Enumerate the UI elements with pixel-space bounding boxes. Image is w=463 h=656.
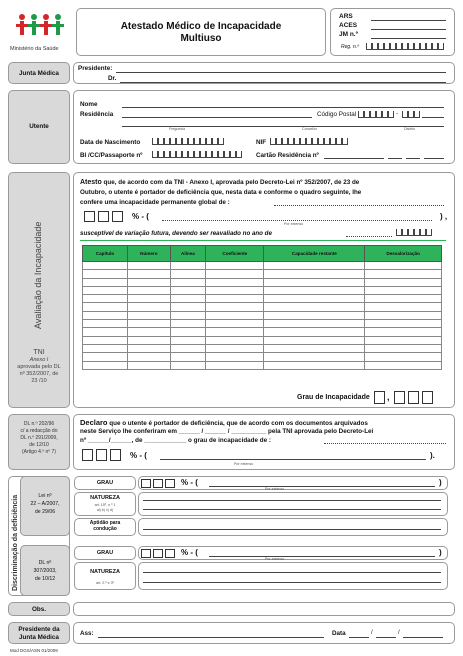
table-cell[interactable] — [127, 278, 170, 286]
table-cell[interactable] — [170, 328, 205, 336]
dl-natureza-sub: art. 2.º e 3º — [96, 581, 114, 585]
table-cell[interactable] — [264, 336, 365, 344]
discriminacao-section-label: Discriminação da deficiência — [12, 494, 19, 591]
table-cell[interactable] — [365, 270, 442, 278]
lei-natureza-line2[interactable] — [143, 509, 441, 510]
dl-grau-digit-2[interactable] — [153, 549, 163, 558]
table-row — [83, 262, 442, 270]
tni-sub4: 23 /10 — [31, 378, 47, 384]
utente-section-label-box — [8, 90, 70, 164]
table-cell[interactable] — [264, 286, 365, 294]
variacao-text: susceptível de variação futura, devendo ser reavaliado no ano de — [80, 230, 272, 237]
declaro-box — [73, 414, 455, 470]
table-cell[interactable] — [206, 344, 264, 352]
atesto-dotted-line — [274, 205, 444, 206]
codigo-postal-cells[interactable] — [358, 111, 394, 118]
lei-note3: de 29/06 — [34, 509, 56, 515]
lei-natureza-label: NATUREZA — [90, 495, 120, 501]
atesto-line3: confere uma incapacidade permanente global de : — [80, 199, 230, 206]
lei-grau-por-extenso: Por extenso — [265, 487, 285, 491]
table-cell[interactable] — [83, 353, 128, 361]
freguesia-hint: Freguesia — [169, 127, 185, 131]
dl-natureza-label: NATUREZA — [90, 569, 120, 575]
declaro-dl-note1: DL n.º 202/96 — [23, 421, 55, 427]
postal-dash: - — [396, 111, 398, 117]
title-box — [76, 8, 326, 56]
table-cell[interactable] — [264, 353, 365, 361]
grau-digit-3[interactable] — [408, 391, 419, 404]
table-row — [83, 286, 442, 294]
table-cell[interactable] — [365, 262, 442, 270]
table-cell[interactable] — [170, 278, 205, 286]
percent-digit-3[interactable] — [112, 211, 123, 222]
table-cell[interactable] — [127, 295, 170, 303]
data-day-field[interactable] — [349, 637, 369, 638]
table-cell[interactable] — [206, 303, 264, 311]
variacao-dotted — [346, 236, 392, 237]
lei-grau-close: ) — [439, 478, 442, 487]
ministry-logo-icon — [14, 12, 66, 42]
table-cell[interactable] — [206, 361, 264, 369]
lei-grau-digit-3[interactable] — [165, 479, 175, 488]
table-row — [83, 303, 442, 311]
jm-label: JM n.º — [339, 31, 358, 38]
junta-section-label: Junta Médica — [19, 70, 59, 77]
table-cell[interactable] — [170, 262, 205, 270]
table-cell[interactable] — [170, 361, 205, 369]
presidente-label-box — [8, 622, 70, 644]
postal-locality-field[interactable] — [422, 117, 444, 118]
table-row — [83, 336, 442, 344]
presidente-label-line1: Presidente da — [18, 626, 60, 633]
table-cell[interactable] — [170, 320, 205, 328]
table-cell[interactable] — [127, 286, 170, 294]
table-cell[interactable] — [127, 270, 170, 278]
table-cell[interactable] — [170, 311, 205, 319]
table-cell[interactable] — [127, 320, 170, 328]
dl-note3: de 10/12 — [34, 576, 56, 582]
percent-digit-1[interactable] — [84, 211, 95, 222]
residencia-field[interactable] — [122, 117, 312, 118]
distrito-hint: Distrito — [404, 127, 416, 131]
table-cell[interactable] — [264, 303, 365, 311]
table-cell[interactable] — [83, 262, 128, 270]
percent-sign: % - ( — [132, 212, 149, 221]
grau-comma: , — [387, 392, 390, 402]
cartao-date-year[interactable] — [424, 158, 444, 159]
lei-natureza-label-box — [74, 492, 136, 516]
table-cell[interactable] — [127, 344, 170, 352]
table-cell[interactable] — [365, 328, 442, 336]
table-cell[interactable] — [206, 320, 264, 328]
form-title: Atestado Médico de Incapacidade — [120, 21, 282, 32]
declaro-bold: Declaro — [80, 418, 108, 427]
assinatura-box — [73, 622, 455, 644]
reg-label: Reg. n.º — [341, 44, 359, 50]
table-cell[interactable] — [365, 278, 442, 286]
table-cell[interactable] — [365, 303, 442, 311]
lei-note1: Lei nº — [38, 493, 52, 499]
declaro-digit-3[interactable] — [110, 449, 121, 461]
percent-extenso-field[interactable] — [162, 220, 432, 221]
table-cell[interactable] — [127, 336, 170, 344]
declaro-dl-note4: de 12/10 — [29, 442, 49, 448]
dl-grau-box — [138, 546, 448, 560]
table-cell[interactable] — [83, 295, 128, 303]
avaliacao-section-label: Avaliação da Incapacidade — [33, 221, 43, 329]
aptidao-line[interactable] — [143, 529, 441, 530]
table-cell[interactable] — [206, 278, 264, 286]
table-cell[interactable] — [206, 311, 264, 319]
table-cell[interactable] — [83, 278, 128, 286]
grau-digit-1[interactable] — [374, 391, 385, 404]
col-coeficiente: Coeficiente — [206, 246, 264, 262]
table-cell[interactable] — [127, 361, 170, 369]
atesto-line1 — [80, 179, 359, 186]
obs-label: Obs. — [32, 606, 46, 613]
nif-label: NIF — [256, 139, 267, 146]
table-cell[interactable] — [83, 336, 128, 344]
table-cell[interactable] — [170, 295, 205, 303]
table-cell[interactable] — [365, 353, 442, 361]
lei-note2: 22 – A/2007, — [30, 501, 60, 507]
presidente-label-line2: Junta Médica — [19, 634, 59, 641]
nascimento-label: Data de Nascimento — [80, 139, 141, 146]
table-cell[interactable] — [127, 328, 170, 336]
aces-label: ACES — [339, 22, 358, 29]
table-cell[interactable] — [264, 311, 365, 319]
col-desvalorizacao: Desvalorização — [365, 246, 442, 262]
table-cell[interactable] — [170, 344, 205, 352]
table-cell[interactable] — [365, 344, 442, 352]
data-month-field[interactable] — [376, 637, 396, 638]
table-cell[interactable] — [206, 270, 264, 278]
aces-field[interactable] — [371, 29, 446, 30]
table-cell[interactable] — [365, 311, 442, 319]
reg-cells[interactable] — [366, 43, 444, 50]
table-row — [83, 353, 442, 361]
declaro-line1 — [80, 418, 368, 427]
table-cell[interactable] — [365, 320, 442, 328]
table-cell[interactable] — [83, 320, 128, 328]
dl-note2: 307/2003, — [33, 568, 57, 574]
dl-grau-close: ) — [439, 548, 442, 557]
por-extenso-hint: Por extenso — [284, 222, 304, 226]
table-cell[interactable] — [264, 262, 365, 270]
tni-sub1: Anexo I — [29, 357, 49, 363]
table-cell[interactable] — [83, 344, 128, 352]
table-cell[interactable] — [127, 311, 170, 319]
table-cell[interactable] — [365, 336, 442, 344]
lei-natureza-line1[interactable] — [143, 500, 441, 501]
grau-incapacidade-label: Grau de Incapacidade — [297, 394, 370, 401]
codigo-postal-label: Código Postal — [317, 111, 357, 118]
table-cell[interactable] — [127, 303, 170, 311]
col-alinea: Alínea — [170, 246, 205, 262]
table-cell[interactable] — [365, 286, 442, 294]
declaro-percent: % - ( — [130, 451, 147, 460]
lei-grau-label: GRAU — [96, 480, 114, 486]
table-cell[interactable] — [83, 328, 128, 336]
dl-grau-label: GRAU — [96, 550, 114, 556]
dl-natureza-line1[interactable] — [143, 572, 441, 573]
form-subtitle: Multiuso — [180, 33, 222, 44]
declaro-line2: neste Serviço lhe conferiram em ______ / ______ / __________ pela TNI aprovada pelo Decreto-Lei — [80, 428, 374, 435]
dl-natureza-line2[interactable] — [143, 582, 441, 583]
table-row — [83, 270, 442, 278]
lei-grau-label-box — [74, 476, 136, 490]
dl-grau-extenso[interactable] — [209, 556, 435, 557]
jm-field[interactable] — [371, 38, 446, 39]
ars-label: ARS — [339, 13, 353, 20]
lei-note-box — [20, 476, 70, 536]
declaro-text1: que o utente é portador de deficiência, que de acordo com os documentos arquivados — [109, 420, 368, 427]
col-numero: Número — [127, 246, 170, 262]
aptidao-box — [138, 518, 448, 536]
table-cell[interactable] — [264, 328, 365, 336]
table-cell[interactable] — [206, 353, 264, 361]
residencia-label: Residência — [80, 111, 114, 118]
dl-grau-label-box — [74, 546, 136, 560]
nome-field[interactable] — [122, 107, 444, 108]
bi-label: BI /CC/Passaporte nº — [80, 152, 143, 159]
table-cell[interactable] — [83, 361, 128, 369]
table-cell[interactable] — [127, 262, 170, 270]
table-cell[interactable] — [83, 286, 128, 294]
lei-grau-digit-1[interactable] — [141, 479, 151, 488]
table-cell[interactable] — [264, 344, 365, 352]
table-row — [83, 278, 442, 286]
table-row — [83, 320, 442, 328]
data-year-field[interactable] — [403, 637, 443, 638]
table-row — [83, 311, 442, 319]
table-cell[interactable] — [264, 270, 365, 278]
dl-grau-percent: % - ( — [181, 548, 198, 557]
ass-label: Ass: — [80, 630, 94, 637]
aptidao-label-box — [74, 518, 136, 536]
dl-natureza-label-box — [74, 562, 136, 590]
table-cell[interactable] — [170, 303, 205, 311]
footer-mod: Mod DGS/ASN 01/2009 — [10, 648, 58, 653]
codigo-postal-ext-cells[interactable] — [402, 111, 420, 118]
declaro-line3: nº ______/______, de ____________ o grau de incapacidade de : — [80, 437, 271, 444]
reavaliacao-year-cells[interactable] — [396, 229, 432, 236]
percent-digit-2[interactable] — [98, 211, 109, 222]
declaro-por-extenso: Por extenso — [234, 462, 254, 466]
dl-grau-por-extenso: Por extenso — [265, 557, 285, 561]
atesto-bold: Atesto — [80, 179, 102, 186]
section-divider — [80, 240, 446, 241]
table-cell[interactable] — [365, 361, 442, 369]
table-cell[interactable] — [83, 311, 128, 319]
declaro-digit-1[interactable] — [82, 449, 93, 461]
dl-natureza-box — [138, 562, 448, 590]
cartao-label: Cartão Residência nº — [256, 152, 319, 159]
dl-note1: DL nº — [38, 560, 52, 566]
table-cell[interactable] — [83, 303, 128, 311]
header-logo-box — [8, 8, 74, 56]
ars-field[interactable] — [371, 20, 446, 21]
table-row — [83, 328, 442, 336]
table-cell[interactable] — [264, 278, 365, 286]
declaro-dl-note3: DL n.º 291/2009, — [20, 435, 58, 441]
nome-label: Nome — [80, 101, 98, 108]
table-cell[interactable] — [206, 328, 264, 336]
table-row — [83, 361, 442, 369]
declaro-dl-note2: c/ a redacção do — [20, 428, 58, 434]
table-cell[interactable] — [206, 286, 264, 294]
grau-digit-2[interactable] — [394, 391, 405, 404]
presidente-label: Presidente: — [78, 65, 113, 72]
cartao-date-month[interactable] — [406, 158, 420, 159]
col-capitulo: Capítulo — [83, 246, 128, 262]
lei-natureza-sub1: art. 15º, n.º 1 — [94, 503, 116, 507]
atesto-line2: Outubro, o utente é portador de deficiência que, nesta data e conforme o quadro seguinte, lhe — [80, 189, 362, 196]
declaro-dl-note5: (Artigo 4.º nº 7) — [22, 449, 56, 455]
table-cell[interactable] — [170, 353, 205, 361]
cartao-date-day[interactable] — [388, 158, 402, 159]
junta-section-label-box — [8, 62, 70, 84]
atesto-text1: que, de acordo com da TNI - Anexo I, aprovada pelo Decreto-Lei nº 352/2007, de 23 de — [103, 179, 360, 186]
tni-title: TNI — [33, 349, 45, 356]
incapacidade-table — [82, 245, 442, 370]
obs-field[interactable] — [73, 602, 455, 616]
lei-natureza-sub2: al) b) c) d) — [96, 508, 114, 512]
table-cell[interactable] — [264, 320, 365, 328]
table-cell[interactable] — [365, 295, 442, 303]
percent-close: ) , — [440, 212, 448, 221]
aptidao-label: Aptidão para condução — [89, 520, 121, 532]
dl-note-box — [20, 545, 70, 596]
dl-grau-digit-3[interactable] — [165, 549, 175, 558]
table-cell[interactable] — [206, 262, 264, 270]
assinatura-field[interactable] — [98, 637, 324, 638]
registry-box — [330, 8, 455, 56]
tni-sub3: nº 352/2007, de — [19, 371, 59, 377]
avaliacao-sidebar — [8, 172, 70, 408]
table-body — [83, 262, 442, 370]
utente-box — [73, 90, 455, 164]
table-cell[interactable] — [264, 295, 365, 303]
lei-grau-digit-2[interactable] — [153, 479, 163, 488]
dr-label: Dr. — [108, 75, 117, 82]
table-row — [83, 295, 442, 303]
junta-box — [73, 62, 455, 84]
lei-grau-extenso[interactable] — [209, 486, 435, 487]
lei-grau-box — [138, 476, 448, 490]
lei-grau-percent: % - ( — [181, 478, 198, 487]
presidente-field[interactable] — [116, 72, 446, 73]
declaro-digit-2[interactable] — [96, 449, 107, 461]
col-capacidade-restante: Capacidade restante — [264, 246, 365, 262]
data-label: Data — [332, 630, 346, 637]
table-cell[interactable] — [264, 361, 365, 369]
table-cell[interactable] — [206, 295, 264, 303]
concelho-hint: Concelho — [302, 127, 318, 131]
dr-field[interactable] — [120, 82, 446, 83]
table-row — [83, 344, 442, 352]
table-cell[interactable] — [206, 336, 264, 344]
grau-digit-4[interactable] — [422, 391, 433, 404]
utente-section-label: Utente — [29, 123, 49, 130]
lei-natureza-box — [138, 492, 448, 516]
declaro-sidebar — [8, 414, 70, 470]
table-cell[interactable] — [170, 270, 205, 278]
bi-cells[interactable] — [152, 151, 242, 158]
data-slash-2: / — [398, 630, 400, 636]
table-cell[interactable] — [170, 286, 205, 294]
table-cell[interactable] — [127, 353, 170, 361]
declaro-dotted — [324, 443, 446, 444]
dl-grau-digit-1[interactable] — [141, 549, 151, 558]
table-cell[interactable] — [83, 270, 128, 278]
declaro-close: ). — [430, 451, 435, 460]
logo-caption: Ministério da Saúde — [10, 46, 59, 52]
nif-cells[interactable] — [270, 138, 348, 145]
cartao-field[interactable] — [324, 158, 384, 159]
tni-sub2: aprovada pelo DL — [17, 364, 61, 370]
nascimento-cells[interactable] — [152, 138, 224, 145]
obs-label-box — [8, 602, 70, 616]
declaro-extenso-field[interactable] — [160, 459, 426, 460]
table-cell[interactable] — [170, 336, 205, 344]
data-slash-1: / — [371, 630, 373, 636]
